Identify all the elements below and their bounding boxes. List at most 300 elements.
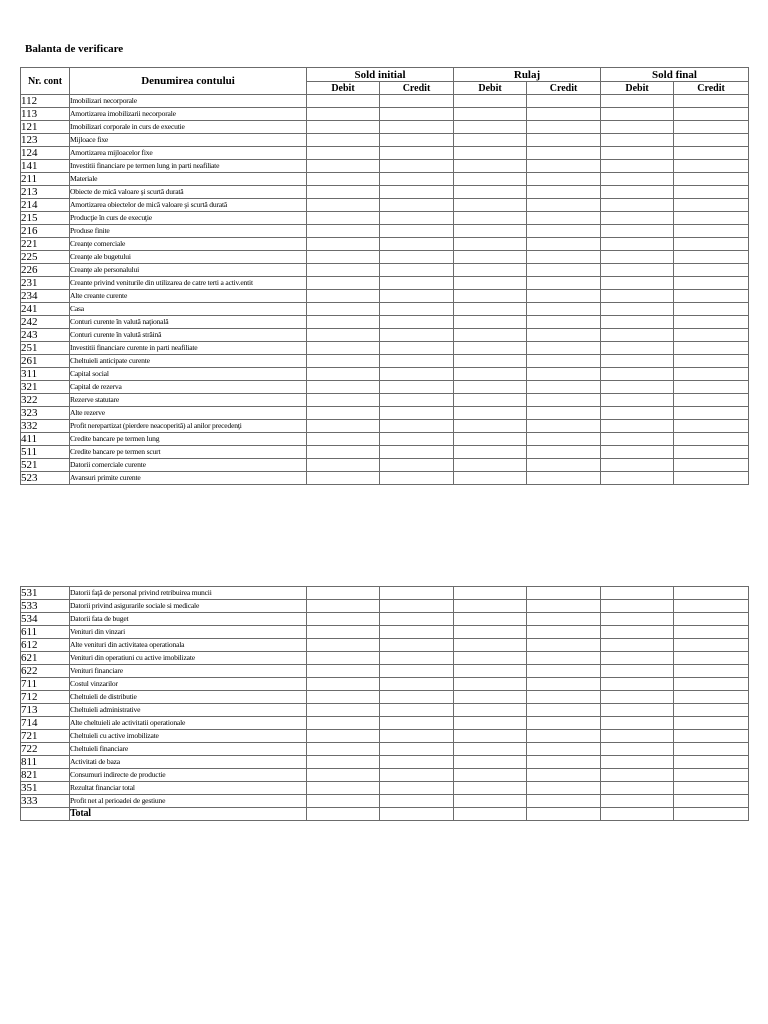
- cell-rulaj-debit[interactable]: [454, 147, 527, 160]
- cell-sold-initial-credit[interactable]: [380, 160, 454, 173]
- cell-sold-initial-debit[interactable]: [307, 626, 380, 639]
- cell-sold-final-debit[interactable]: [601, 730, 674, 743]
- cell-rulaj-credit[interactable]: [527, 394, 601, 407]
- cell-sold-final-debit[interactable]: [601, 472, 674, 485]
- cell-sold-final-credit[interactable]: [674, 121, 749, 134]
- cell-rulaj-credit[interactable]: [527, 251, 601, 264]
- cell-sold-final-credit[interactable]: [674, 730, 749, 743]
- cell-sold-initial-debit[interactable]: [307, 381, 380, 394]
- cell-sold-final-credit[interactable]: [674, 134, 749, 147]
- cell-rulaj-credit[interactable]: [527, 355, 601, 368]
- cell-rulaj-credit[interactable]: [527, 446, 601, 459]
- cell-sold-initial-credit[interactable]: [380, 756, 454, 769]
- cell-sold-initial-credit[interactable]: [380, 704, 454, 717]
- cell-sold-final-debit[interactable]: [601, 795, 674, 808]
- cell-rulaj-credit[interactable]: [527, 433, 601, 446]
- cell-sold-initial-credit[interactable]: [380, 212, 454, 225]
- cell-rulaj-credit[interactable]: [527, 212, 601, 225]
- cell-rulaj-debit[interactable]: [454, 277, 527, 290]
- cell-sold-initial-credit[interactable]: [380, 626, 454, 639]
- cell-sold-initial-credit[interactable]: [380, 329, 454, 342]
- cell-rulaj-debit[interactable]: [454, 407, 527, 420]
- header-rulaj-credit: Credit: [527, 82, 601, 95]
- cell-sold-initial-credit[interactable]: [380, 652, 454, 665]
- cell-sold-final-credit[interactable]: [674, 394, 749, 407]
- account-name: Creanţe comerciale: [70, 238, 307, 251]
- total-sold-initial-credit[interactable]: [380, 808, 454, 821]
- cell-rulaj-credit[interactable]: [527, 459, 601, 472]
- cell-rulaj-credit[interactable]: [527, 173, 601, 186]
- total-rulaj-credit[interactable]: [527, 808, 601, 821]
- cell-sold-final-credit[interactable]: [674, 264, 749, 277]
- cell-sold-final-credit[interactable]: [674, 613, 749, 626]
- cell-rulaj-debit[interactable]: [454, 329, 527, 342]
- cell-sold-final-debit[interactable]: [601, 303, 674, 316]
- cell-rulaj-debit[interactable]: [454, 665, 527, 678]
- cell-sold-initial-debit[interactable]: [307, 134, 380, 147]
- cell-sold-initial-credit[interactable]: [380, 678, 454, 691]
- cell-sold-initial-debit[interactable]: [307, 678, 380, 691]
- cell-rulaj-debit[interactable]: [454, 704, 527, 717]
- cell-sold-final-credit[interactable]: [674, 459, 749, 472]
- cell-rulaj-debit[interactable]: [454, 290, 527, 303]
- cell-rulaj-debit[interactable]: [454, 186, 527, 199]
- cell-sold-final-debit[interactable]: [601, 639, 674, 652]
- cell-sold-final-debit[interactable]: [601, 121, 674, 134]
- cell-sold-final-credit[interactable]: [674, 665, 749, 678]
- cell-rulaj-debit[interactable]: [454, 212, 527, 225]
- cell-rulaj-debit[interactable]: [454, 251, 527, 264]
- cell-sold-initial-debit[interactable]: [307, 251, 380, 264]
- cell-sold-initial-debit[interactable]: [307, 173, 380, 186]
- cell-sold-initial-debit[interactable]: [307, 433, 380, 446]
- cell-sold-initial-debit[interactable]: [307, 600, 380, 613]
- table-row: [21, 316, 749, 329]
- cell-rulaj-debit[interactable]: [454, 225, 527, 238]
- cell-rulaj-credit[interactable]: [527, 782, 601, 795]
- cell-rulaj-credit[interactable]: [527, 95, 601, 108]
- cell-rulaj-credit[interactable]: [527, 626, 601, 639]
- cell-sold-final-credit[interactable]: [674, 433, 749, 446]
- cell-rulaj-debit[interactable]: [454, 199, 527, 212]
- cell-sold-initial-credit[interactable]: [380, 613, 454, 626]
- cell-rulaj-debit[interactable]: [454, 355, 527, 368]
- cell-sold-initial-credit[interactable]: [380, 134, 454, 147]
- cell-sold-initial-debit[interactable]: [307, 652, 380, 665]
- cell-rulaj-credit[interactable]: [527, 407, 601, 420]
- cell-rulaj-debit[interactable]: [454, 420, 527, 433]
- cell-sold-final-credit[interactable]: [674, 639, 749, 652]
- cell-sold-initial-debit[interactable]: [307, 704, 380, 717]
- cell-sold-initial-credit[interactable]: [380, 199, 454, 212]
- total-sold-initial-debit[interactable]: [307, 808, 380, 821]
- cell-sold-final-debit[interactable]: [601, 691, 674, 704]
- cell-sold-final-debit[interactable]: [601, 199, 674, 212]
- cell-sold-initial-debit[interactable]: [307, 691, 380, 704]
- cell-rulaj-credit[interactable]: [527, 795, 601, 808]
- cell-sold-initial-credit[interactable]: [380, 769, 454, 782]
- cell-sold-final-credit[interactable]: [674, 251, 749, 264]
- cell-sold-initial-credit[interactable]: [380, 420, 454, 433]
- cell-sold-final-credit[interactable]: [674, 652, 749, 665]
- cell-rulaj-credit[interactable]: [527, 238, 601, 251]
- cell-sold-final-credit[interactable]: [674, 743, 749, 756]
- cell-rulaj-credit[interactable]: [527, 342, 601, 355]
- cell-sold-final-debit[interactable]: [601, 264, 674, 277]
- cell-rulaj-debit[interactable]: [454, 652, 527, 665]
- cell-rulaj-debit[interactable]: [454, 743, 527, 756]
- cell-sold-final-credit[interactable]: [674, 173, 749, 186]
- cell-sold-initial-debit[interactable]: [307, 147, 380, 160]
- cell-rulaj-credit[interactable]: [527, 277, 601, 290]
- cell-sold-final-debit[interactable]: [601, 95, 674, 108]
- cell-sold-final-debit[interactable]: [601, 277, 674, 290]
- cell-rulaj-debit[interactable]: [454, 691, 527, 704]
- cell-rulaj-debit[interactable]: [454, 238, 527, 251]
- cell-sold-initial-debit[interactable]: [307, 587, 380, 600]
- cell-sold-initial-credit[interactable]: [380, 730, 454, 743]
- cell-sold-initial-credit[interactable]: [380, 355, 454, 368]
- cell-sold-initial-credit[interactable]: [380, 600, 454, 613]
- cell-sold-final-debit[interactable]: [601, 147, 674, 160]
- cell-sold-final-debit[interactable]: [601, 678, 674, 691]
- cell-sold-final-credit[interactable]: [674, 277, 749, 290]
- cell-sold-final-credit[interactable]: [674, 316, 749, 329]
- cell-sold-initial-debit[interactable]: [307, 238, 380, 251]
- cell-rulaj-debit[interactable]: [454, 394, 527, 407]
- cell-sold-final-debit[interactable]: [601, 665, 674, 678]
- cell-rulaj-credit[interactable]: [527, 225, 601, 238]
- cell-sold-final-debit[interactable]: [601, 316, 674, 329]
- cell-rulaj-credit[interactable]: [527, 381, 601, 394]
- cell-rulaj-credit[interactable]: [527, 420, 601, 433]
- cell-sold-initial-credit[interactable]: [380, 368, 454, 381]
- cell-rulaj-debit[interactable]: [454, 717, 527, 730]
- cell-sold-final-debit[interactable]: [601, 342, 674, 355]
- cell-rulaj-debit[interactable]: [454, 587, 527, 600]
- cell-sold-final-credit[interactable]: [674, 717, 749, 730]
- cell-sold-initial-credit[interactable]: [380, 108, 454, 121]
- account-name: Credite bancare pe termen scurt: [70, 446, 307, 459]
- cell-sold-final-credit[interactable]: [674, 368, 749, 381]
- cell-sold-initial-debit[interactable]: [307, 355, 380, 368]
- cell-rulaj-debit[interactable]: [454, 639, 527, 652]
- account-name: Creante privind veniturile din utilizarea de catre terti a activ.entit: [70, 277, 307, 290]
- cell-sold-final-debit[interactable]: [601, 355, 674, 368]
- cell-sold-initial-debit[interactable]: [307, 290, 380, 303]
- total-sold-final-debit[interactable]: [601, 808, 674, 821]
- cell-rulaj-debit[interactable]: [454, 381, 527, 394]
- cell-sold-final-credit[interactable]: [674, 303, 749, 316]
- cell-sold-final-credit[interactable]: [674, 147, 749, 160]
- cell-sold-final-credit[interactable]: [674, 782, 749, 795]
- cell-sold-initial-credit[interactable]: [380, 394, 454, 407]
- cell-sold-final-debit[interactable]: [601, 212, 674, 225]
- cell-rulaj-credit[interactable]: [527, 186, 601, 199]
- cell-sold-final-debit[interactable]: [601, 626, 674, 639]
- cell-sold-initial-credit[interactable]: [380, 691, 454, 704]
- cell-sold-initial-credit[interactable]: [380, 251, 454, 264]
- cell-sold-final-credit[interactable]: [674, 108, 749, 121]
- cell-rulaj-debit[interactable]: [454, 368, 527, 381]
- cell-sold-initial-credit[interactable]: [380, 407, 454, 420]
- cell-sold-initial-credit[interactable]: [380, 238, 454, 251]
- cell-sold-final-credit[interactable]: [674, 290, 749, 303]
- cell-sold-initial-debit[interactable]: [307, 329, 380, 342]
- cell-sold-final-credit[interactable]: [674, 355, 749, 368]
- cell-sold-final-debit[interactable]: [601, 225, 674, 238]
- cell-sold-initial-credit[interactable]: [380, 717, 454, 730]
- cell-sold-initial-debit[interactable]: [307, 316, 380, 329]
- cell-sold-final-credit[interactable]: [674, 756, 749, 769]
- cell-sold-final-credit[interactable]: [674, 600, 749, 613]
- cell-sold-final-credit[interactable]: [674, 212, 749, 225]
- cell-sold-final-credit[interactable]: [674, 160, 749, 173]
- cell-sold-initial-debit[interactable]: [307, 225, 380, 238]
- cell-rulaj-debit[interactable]: [454, 264, 527, 277]
- cell-rulaj-credit[interactable]: [527, 199, 601, 212]
- cell-sold-final-debit[interactable]: [601, 251, 674, 264]
- cell-sold-initial-credit[interactable]: [380, 446, 454, 459]
- cell-sold-final-credit[interactable]: [674, 587, 749, 600]
- cell-sold-final-credit[interactable]: [674, 795, 749, 808]
- cell-sold-initial-debit[interactable]: [307, 368, 380, 381]
- cell-sold-final-debit[interactable]: [601, 769, 674, 782]
- cell-sold-initial-debit[interactable]: [307, 446, 380, 459]
- cell-rulaj-debit[interactable]: [454, 173, 527, 186]
- cell-rulaj-credit[interactable]: [527, 678, 601, 691]
- cell-sold-final-debit[interactable]: [601, 756, 674, 769]
- cell-sold-final-debit[interactable]: [601, 381, 674, 394]
- cell-sold-initial-credit[interactable]: [380, 121, 454, 134]
- header-sold-final-credit: Credit: [674, 82, 749, 95]
- account-name: Venituri financiare: [70, 665, 307, 678]
- cell-rulaj-credit[interactable]: [527, 329, 601, 342]
- cell-sold-initial-credit[interactable]: [380, 381, 454, 394]
- cell-rulaj-debit[interactable]: [454, 446, 527, 459]
- cell-rulaj-debit[interactable]: [454, 769, 527, 782]
- cell-rulaj-credit[interactable]: [527, 704, 601, 717]
- cell-sold-initial-credit[interactable]: [380, 587, 454, 600]
- cell-rulaj-credit[interactable]: [527, 587, 601, 600]
- cell-sold-final-credit[interactable]: [674, 329, 749, 342]
- cell-rulaj-debit[interactable]: [454, 459, 527, 472]
- cell-sold-initial-credit[interactable]: [380, 639, 454, 652]
- cell-sold-initial-debit[interactable]: [307, 212, 380, 225]
- cell-sold-final-debit[interactable]: [601, 394, 674, 407]
- cell-sold-initial-debit[interactable]: [307, 730, 380, 743]
- cell-sold-final-debit[interactable]: [601, 134, 674, 147]
- cell-sold-final-debit[interactable]: [601, 368, 674, 381]
- cell-rulaj-debit[interactable]: [454, 134, 527, 147]
- cell-sold-initial-credit[interactable]: [380, 303, 454, 316]
- cell-sold-final-debit[interactable]: [601, 587, 674, 600]
- cell-sold-final-debit[interactable]: [601, 600, 674, 613]
- cell-sold-initial-debit[interactable]: [307, 394, 380, 407]
- cell-rulaj-credit[interactable]: [527, 316, 601, 329]
- cell-sold-final-debit[interactable]: [601, 173, 674, 186]
- cell-sold-initial-debit[interactable]: [307, 108, 380, 121]
- cell-rulaj-debit[interactable]: [454, 303, 527, 316]
- cell-sold-initial-credit[interactable]: [380, 459, 454, 472]
- cell-rulaj-debit[interactable]: [454, 108, 527, 121]
- cell-rulaj-credit[interactable]: [527, 303, 601, 316]
- cell-sold-final-debit[interactable]: [601, 446, 674, 459]
- cell-sold-final-credit[interactable]: [674, 342, 749, 355]
- cell-rulaj-credit[interactable]: [527, 639, 601, 652]
- cell-rulaj-debit[interactable]: [454, 626, 527, 639]
- cell-rulaj-credit[interactable]: [527, 652, 601, 665]
- cell-sold-initial-debit[interactable]: [307, 665, 380, 678]
- cell-rulaj-debit[interactable]: [454, 472, 527, 485]
- cell-sold-final-debit[interactable]: [601, 238, 674, 251]
- table-row: [21, 665, 749, 678]
- cell-sold-final-credit[interactable]: [674, 407, 749, 420]
- cell-sold-initial-debit[interactable]: [307, 420, 380, 433]
- cell-rulaj-credit[interactable]: [527, 743, 601, 756]
- cell-rulaj-credit[interactable]: [527, 730, 601, 743]
- cell-rulaj-credit[interactable]: [527, 665, 601, 678]
- cell-rulaj-debit[interactable]: [454, 613, 527, 626]
- cell-sold-final-debit[interactable]: [601, 782, 674, 795]
- cell-sold-final-debit[interactable]: [601, 704, 674, 717]
- cell-rulaj-credit[interactable]: [527, 121, 601, 134]
- cell-sold-final-debit[interactable]: [601, 420, 674, 433]
- table-row: [21, 199, 749, 212]
- cell-rulaj-debit[interactable]: [454, 730, 527, 743]
- cell-rulaj-credit[interactable]: [527, 756, 601, 769]
- cell-sold-initial-credit[interactable]: [380, 743, 454, 756]
- cell-sold-final-debit[interactable]: [601, 652, 674, 665]
- cell-rulaj-credit[interactable]: [527, 691, 601, 704]
- cell-rulaj-debit[interactable]: [454, 782, 527, 795]
- cell-sold-final-debit[interactable]: [601, 433, 674, 446]
- cell-sold-final-credit[interactable]: [674, 95, 749, 108]
- cell-rulaj-credit[interactable]: [527, 613, 601, 626]
- cell-sold-initial-credit[interactable]: [380, 277, 454, 290]
- cell-sold-initial-credit[interactable]: [380, 665, 454, 678]
- cell-rulaj-credit[interactable]: [527, 108, 601, 121]
- cell-sold-initial-debit[interactable]: [307, 639, 380, 652]
- cell-rulaj-credit[interactable]: [527, 717, 601, 730]
- cell-sold-initial-debit[interactable]: [307, 277, 380, 290]
- cell-sold-final-credit[interactable]: [674, 186, 749, 199]
- cell-sold-final-credit[interactable]: [674, 704, 749, 717]
- cell-sold-final-credit[interactable]: [674, 691, 749, 704]
- cell-rulaj-debit[interactable]: [454, 756, 527, 769]
- cell-sold-final-debit[interactable]: [601, 186, 674, 199]
- cell-sold-final-credit[interactable]: [674, 678, 749, 691]
- cell-sold-final-debit[interactable]: [601, 160, 674, 173]
- cell-sold-initial-credit[interactable]: [380, 186, 454, 199]
- cell-sold-initial-debit[interactable]: [307, 160, 380, 173]
- cell-sold-final-credit[interactable]: [674, 626, 749, 639]
- cell-sold-initial-credit[interactable]: [380, 472, 454, 485]
- cell-sold-final-credit[interactable]: [674, 420, 749, 433]
- cell-sold-initial-credit[interactable]: [380, 433, 454, 446]
- cell-rulaj-debit[interactable]: [454, 121, 527, 134]
- cell-rulaj-credit[interactable]: [527, 472, 601, 485]
- cell-sold-final-debit[interactable]: [601, 290, 674, 303]
- cell-rulaj-debit[interactable]: [454, 316, 527, 329]
- cell-sold-initial-credit[interactable]: [380, 782, 454, 795]
- cell-rulaj-credit[interactable]: [527, 600, 601, 613]
- cell-rulaj-credit[interactable]: [527, 769, 601, 782]
- cell-sold-initial-debit[interactable]: [307, 613, 380, 626]
- header-sold-initial-credit: Credit: [380, 82, 454, 95]
- cell-sold-final-credit[interactable]: [674, 199, 749, 212]
- cell-sold-initial-debit[interactable]: [307, 472, 380, 485]
- cell-sold-initial-credit[interactable]: [380, 342, 454, 355]
- cell-sold-initial-credit[interactable]: [380, 795, 454, 808]
- cell-rulaj-debit[interactable]: [454, 95, 527, 108]
- cell-sold-initial-credit[interactable]: [380, 95, 454, 108]
- cell-sold-initial-credit[interactable]: [380, 225, 454, 238]
- cell-sold-initial-debit[interactable]: [307, 795, 380, 808]
- cell-sold-final-credit[interactable]: [674, 769, 749, 782]
- cell-sold-initial-credit[interactable]: [380, 173, 454, 186]
- cell-sold-final-credit[interactable]: [674, 225, 749, 238]
- cell-rulaj-credit[interactable]: [527, 147, 601, 160]
- cell-sold-final-credit[interactable]: [674, 238, 749, 251]
- cell-sold-initial-debit[interactable]: [307, 769, 380, 782]
- cell-rulaj-credit[interactable]: [527, 134, 601, 147]
- cell-sold-initial-debit[interactable]: [307, 264, 380, 277]
- cell-sold-initial-credit[interactable]: [380, 290, 454, 303]
- cell-sold-initial-debit[interactable]: [307, 782, 380, 795]
- cell-sold-final-debit[interactable]: [601, 743, 674, 756]
- cell-sold-final-debit[interactable]: [601, 108, 674, 121]
- cell-sold-final-debit[interactable]: [601, 329, 674, 342]
- cell-rulaj-debit[interactable]: [454, 160, 527, 173]
- total-sold-final-credit[interactable]: [674, 808, 749, 821]
- cell-rulaj-debit[interactable]: [454, 795, 527, 808]
- account-name: Amortizarea obiectelor de mică valoare şi scurtă durată: [70, 199, 307, 212]
- cell-sold-initial-debit[interactable]: [307, 717, 380, 730]
- cell-rulaj-debit[interactable]: [454, 433, 527, 446]
- cell-sold-final-debit[interactable]: [601, 459, 674, 472]
- cell-sold-initial-debit[interactable]: [307, 121, 380, 134]
- cell-rulaj-credit[interactable]: [527, 290, 601, 303]
- cell-sold-final-credit[interactable]: [674, 446, 749, 459]
- cell-sold-initial-debit[interactable]: [307, 743, 380, 756]
- cell-sold-final-debit[interactable]: [601, 407, 674, 420]
- cell-sold-initial-debit[interactable]: [307, 95, 380, 108]
- cell-sold-initial-debit[interactable]: [307, 756, 380, 769]
- cell-sold-initial-debit[interactable]: [307, 342, 380, 355]
- cell-sold-initial-credit[interactable]: [380, 316, 454, 329]
- cell-sold-initial-debit[interactable]: [307, 186, 380, 199]
- cell-sold-final-debit[interactable]: [601, 717, 674, 730]
- cell-rulaj-debit[interactable]: [454, 600, 527, 613]
- cell-rulaj-credit[interactable]: [527, 368, 601, 381]
- cell-sold-initial-debit[interactable]: [307, 303, 380, 316]
- cell-rulaj-debit[interactable]: [454, 678, 527, 691]
- cell-sold-initial-debit[interactable]: [307, 199, 380, 212]
- cell-rulaj-credit[interactable]: [527, 264, 601, 277]
- cell-sold-final-credit[interactable]: [674, 381, 749, 394]
- cell-sold-final-debit[interactable]: [601, 613, 674, 626]
- cell-rulaj-debit[interactable]: [454, 342, 527, 355]
- account-code: 214: [21, 199, 70, 212]
- cell-sold-final-credit[interactable]: [674, 472, 749, 485]
- cell-sold-initial-credit[interactable]: [380, 147, 454, 160]
- total-rulaj-debit[interactable]: [454, 808, 527, 821]
- cell-rulaj-credit[interactable]: [527, 160, 601, 173]
- cell-sold-initial-credit[interactable]: [380, 264, 454, 277]
- cell-sold-initial-debit[interactable]: [307, 407, 380, 420]
- cell-sold-initial-debit[interactable]: [307, 459, 380, 472]
